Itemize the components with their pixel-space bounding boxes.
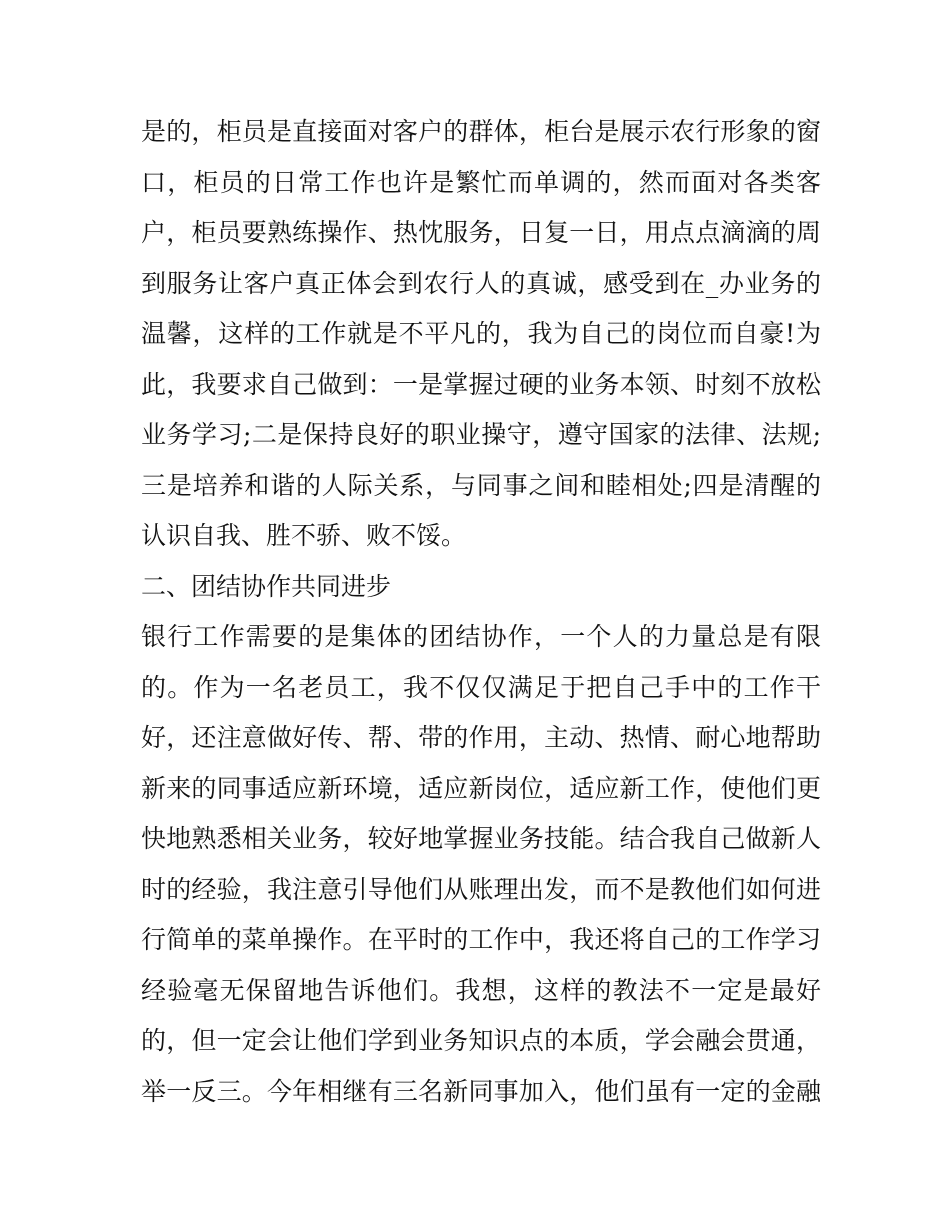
- paragraph-2-line-9: 的，但一定会让他们学到业务知识点的本质，学会融会贯通，: [141, 1026, 821, 1055]
- paragraph-2-line-7: 行简单的菜单操作。在平时的工作中，我还将自己的工作学习: [141, 925, 821, 954]
- paragraph-1-line-1: 是的，柜员是直接面对客户的群体，柜台是展示农行形象的窗: [141, 117, 821, 146]
- paragraph-2-line-2: 的。作为一名老员工，我不仅仅满足于把自己手中的工作干: [141, 673, 821, 702]
- paragraph-1-line-5: 温馨，这样的工作就是不平凡的，我为自己的岗位而自豪!为: [141, 319, 821, 348]
- paragraph-1-line-2: 口，柜员的日常工作也许是繁忙而单调的，然而面对各类客: [141, 168, 821, 197]
- paragraph-2-line-10: 举一反三。今年相继有三名新同事加入，他们虽有一定的金融: [141, 1077, 821, 1106]
- paragraph-2-line-3: 好，还注意做好传、帮、带的作用，主动、热情、耐心地帮助: [141, 723, 821, 752]
- paragraph-2-line-6: 时的经验，我注意引导他们从账理出发，而不是教他们如何进: [141, 875, 821, 904]
- paragraph-2-line-5: 快地熟悉相关业务，较好地掌握业务技能。结合我自己做新人: [141, 824, 821, 853]
- section-heading: 二、团结协作共同进步: [141, 572, 392, 601]
- paragraph-1-line-7: 业务学习;二是保持良好的职业操守，遵守国家的法律、法规;: [141, 420, 821, 449]
- paragraph-1-line-6: 此，我要求自己做到：一是掌握过硬的业务本领、时刻不放松: [141, 370, 821, 399]
- paragraph-1-line-4: 到服务让客户真正体会到农行人的真诚，感受到在_办业务的: [141, 269, 821, 298]
- paragraph-1-line-9: 认识自我、胜不骄、败不馁。: [141, 521, 467, 550]
- paragraph-2-line-8: 经验毫无保留地告诉他们。我想，这样的教法不一定是最好: [141, 976, 821, 1005]
- paragraph-2-line-4: 新来的同事适应新环境，适应新岗位，适应新工作，使他们更: [141, 774, 821, 803]
- paragraph-2-line-1: 银行工作需要的是集体的团结协作，一个人的力量总是有限: [141, 622, 821, 651]
- paragraph-1-line-8: 三是培养和谐的人际关系，与同事之间和睦相处;四是清醒的: [141, 471, 821, 500]
- paragraph-1-line-3: 户，柜员要熟练操作、热忱服务，日复一日，用点点滴滴的周: [141, 218, 821, 247]
